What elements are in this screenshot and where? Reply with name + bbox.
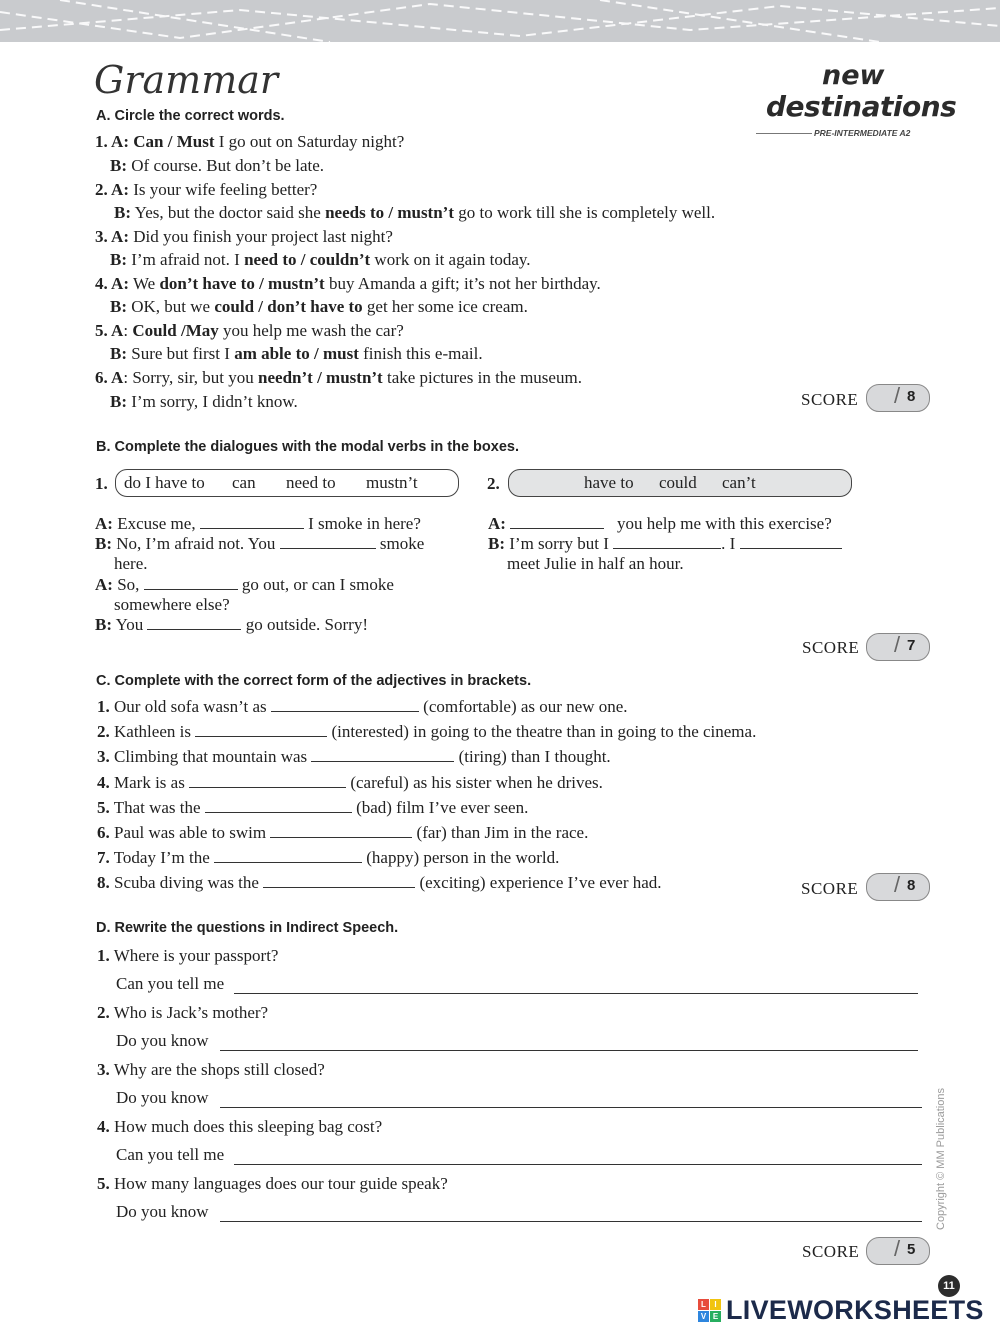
liveworksheets-icon xyxy=(698,1299,722,1323)
section-c-heading: C. Complete with the correct form of the adjectives in brackets. xyxy=(96,673,532,689)
box1-number: 1. xyxy=(95,474,108,493)
word-box-2 xyxy=(508,469,852,497)
blank-input[interactable] xyxy=(613,534,721,549)
box2-number: 2. xyxy=(487,474,500,493)
header-band-pattern xyxy=(0,0,1000,42)
section-b-score-total: 7 xyxy=(907,637,916,654)
dialogue-1-line: here. xyxy=(114,554,148,573)
answer-line-input[interactable] xyxy=(220,1106,922,1108)
dialogue-1-line: A: So, go out, or can I smoke xyxy=(95,575,394,594)
logo-level: PRE-INTERMEDIATE A2 xyxy=(814,128,911,138)
section-d-prompt: Do you know xyxy=(116,1088,209,1107)
section-c-item: 4. Mark is as (careful) as his sister when he drives. xyxy=(97,773,603,792)
blank-input[interactable] xyxy=(740,534,842,549)
logo-line2: destinations xyxy=(766,90,957,123)
section-c-item: 3. Climbing that mountain was (tiring) than I thought. xyxy=(97,747,611,766)
section-d-prompt: Can you tell me xyxy=(116,1145,225,1164)
section-a-item: 3. A: Did you finish your project last night? xyxy=(95,227,393,246)
section-c-item: 1. Our old sofa wasn’t as (comfortable) as our new one. xyxy=(97,697,628,716)
logo-letter: E xyxy=(710,1311,721,1322)
section-a-item: B: Sure but first I am able to / must finish this e-mail. xyxy=(110,344,483,363)
section-c-score-total: 8 xyxy=(907,877,916,894)
section-b-score-label: SCORE xyxy=(802,638,860,657)
word-box-1-word: do I have to xyxy=(124,473,205,492)
section-a-item: 6. A: Sorry, sir, but you needn’t / mustn’t take pictures in the museum. xyxy=(95,368,582,387)
logo-letter: I xyxy=(710,1299,721,1310)
blank-input[interactable] xyxy=(205,798,352,813)
section-c-item: 8. Scuba diving was the (exciting) experience I’ve ever had. xyxy=(97,873,662,892)
section-d-question: 2. Who is Jack’s mother? xyxy=(97,1003,269,1022)
blank-input[interactable] xyxy=(263,873,415,888)
dialogue-1-line: B: No, I’m afraid not. You smoke xyxy=(95,534,425,553)
page-title: Grammar xyxy=(94,58,279,102)
word-box-2-word: can’t xyxy=(722,473,756,492)
blank-input[interactable] xyxy=(271,697,419,712)
dialogue-1-line: A: Excuse me, I smoke in here? xyxy=(95,514,421,533)
blank-input[interactable] xyxy=(510,514,604,529)
section-d-question: 4. How much does this sleeping bag cost? xyxy=(97,1117,383,1136)
blank-input[interactable] xyxy=(195,722,327,737)
section-d-score-total: 5 xyxy=(907,1241,916,1258)
choice-option[interactable]: need to / couldn’t xyxy=(244,250,371,269)
blank-input[interactable] xyxy=(147,615,241,630)
dialogue-2-line: A: you help me with this exercise? xyxy=(488,514,832,533)
blank-input[interactable] xyxy=(214,848,362,863)
dialogue-1-line: somewhere else? xyxy=(114,595,230,614)
section-c-item: 7. Today I’m the (happy) person in the world. xyxy=(97,848,560,867)
blank-input[interactable] xyxy=(311,747,454,762)
blank-input[interactable] xyxy=(200,514,304,529)
section-a-item: B: I’m sorry, I didn’t know. xyxy=(110,392,298,411)
choice-option[interactable]: don’t have to / mustn’t xyxy=(159,274,325,293)
section-a-item: 1. A: Can / Must I go out on Saturday night? xyxy=(95,132,405,151)
section-a-item: 4. A: We don’t have to / mustn’t buy Amanda a gift; it’s not her birthday. xyxy=(95,274,601,293)
section-c-item: 6. Paul was able to swim (far) than Jim in the race. xyxy=(97,823,589,842)
answer-line-input[interactable] xyxy=(234,1163,922,1165)
word-box-1-word: need to xyxy=(286,473,336,492)
choice-option[interactable]: needn’t / mustn’t xyxy=(258,368,383,387)
logo-letter: L xyxy=(698,1299,709,1310)
blank-input[interactable] xyxy=(144,575,238,590)
copyright-text: Copyright © MM Publications xyxy=(935,1088,947,1230)
liveworksheets-brand[interactable]: LIVEWORKSHEETS xyxy=(726,1295,984,1325)
section-b-heading: B. Complete the dialogues with the modal verbs in the boxes. xyxy=(96,439,519,455)
section-a-item: 5. A: Could /May you help me wash the car? xyxy=(95,321,404,340)
choice-option[interactable]: am able to / must xyxy=(234,344,359,363)
section-d-question: 5. How many languages does our tour guide speak? xyxy=(97,1174,448,1193)
section-c-score-box[interactable]: / 8 xyxy=(866,873,930,901)
section-a-item: B: Yes, but the doctor said she needs to / mustn’t go to work till she is completely well. xyxy=(114,203,716,222)
section-a-item: 2. A: Is your wife feeling better? xyxy=(95,180,318,199)
section-a-item: B: Of course. But don’t be late. xyxy=(110,156,325,175)
section-a-score-label: SCORE xyxy=(801,390,859,409)
blank-input[interactable] xyxy=(270,823,412,838)
section-a-score-box[interactable]: / 8 xyxy=(866,384,930,412)
blank-input[interactable] xyxy=(280,534,376,549)
section-d-score-label: SCORE xyxy=(802,1242,860,1261)
section-d-prompt: Do you know xyxy=(116,1031,209,1050)
section-d-heading: D. Rewrite the questions in Indirect Speech. xyxy=(96,920,399,936)
word-box-2-word: could xyxy=(659,473,697,492)
logo-letter: V xyxy=(698,1311,709,1322)
section-b-score-box[interactable]: / 7 xyxy=(866,633,930,661)
section-d-question: 1. Where is your passport? xyxy=(97,946,279,965)
dialogue-2-line: B: I’m sorry but I . I xyxy=(488,534,842,554)
section-a-score-total: 8 xyxy=(907,388,916,405)
dialogue-1-line: B: You go outside. Sorry! xyxy=(95,615,368,634)
choice-option[interactable]: could / don’t have to xyxy=(214,297,363,316)
dialogue-2-line: meet Julie in half an hour. xyxy=(507,554,684,573)
answer-line-input[interactable] xyxy=(220,1220,922,1222)
logo-line1: new xyxy=(822,60,885,91)
answer-line-input[interactable] xyxy=(234,992,918,994)
header-band xyxy=(0,0,1000,42)
section-c-item: 5. That was the (bad) film I’ve ever seen. xyxy=(97,798,529,817)
answer-line-input[interactable] xyxy=(220,1049,918,1051)
page-number: 11 xyxy=(938,1275,960,1297)
word-box-1-word: mustn’t xyxy=(366,473,418,492)
choice-option[interactable]: needs to / mustn’t xyxy=(325,203,454,222)
section-d-score-box[interactable]: / 5 xyxy=(866,1237,930,1265)
section-a-item: B: OK, but we could / don’t have to get her some ice cream. xyxy=(110,297,528,316)
section-d-prompt: Do you know xyxy=(116,1202,209,1221)
word-box-1-word: can xyxy=(232,473,256,492)
choice-option[interactable]: Could /May xyxy=(132,321,219,340)
section-d-question: 3. Why are the shops still closed? xyxy=(97,1060,325,1079)
blank-input[interactable] xyxy=(189,773,346,788)
word-box-1 xyxy=(115,469,459,497)
section-d-prompt: Can you tell me xyxy=(116,974,225,993)
word-box-2-word: have to xyxy=(584,473,634,492)
section-c-score-label: SCORE xyxy=(801,879,859,898)
section-c-item: 2. Kathleen is (interested) in going to the theatre than in going to the cinema. xyxy=(97,722,757,741)
choice-option[interactable]: Can / Must xyxy=(133,132,215,151)
section-a-item: B: I’m afraid not. I need to / couldn’t work on it again today. xyxy=(110,250,531,269)
section-a-heading: A. Circle the correct words. xyxy=(96,108,285,124)
